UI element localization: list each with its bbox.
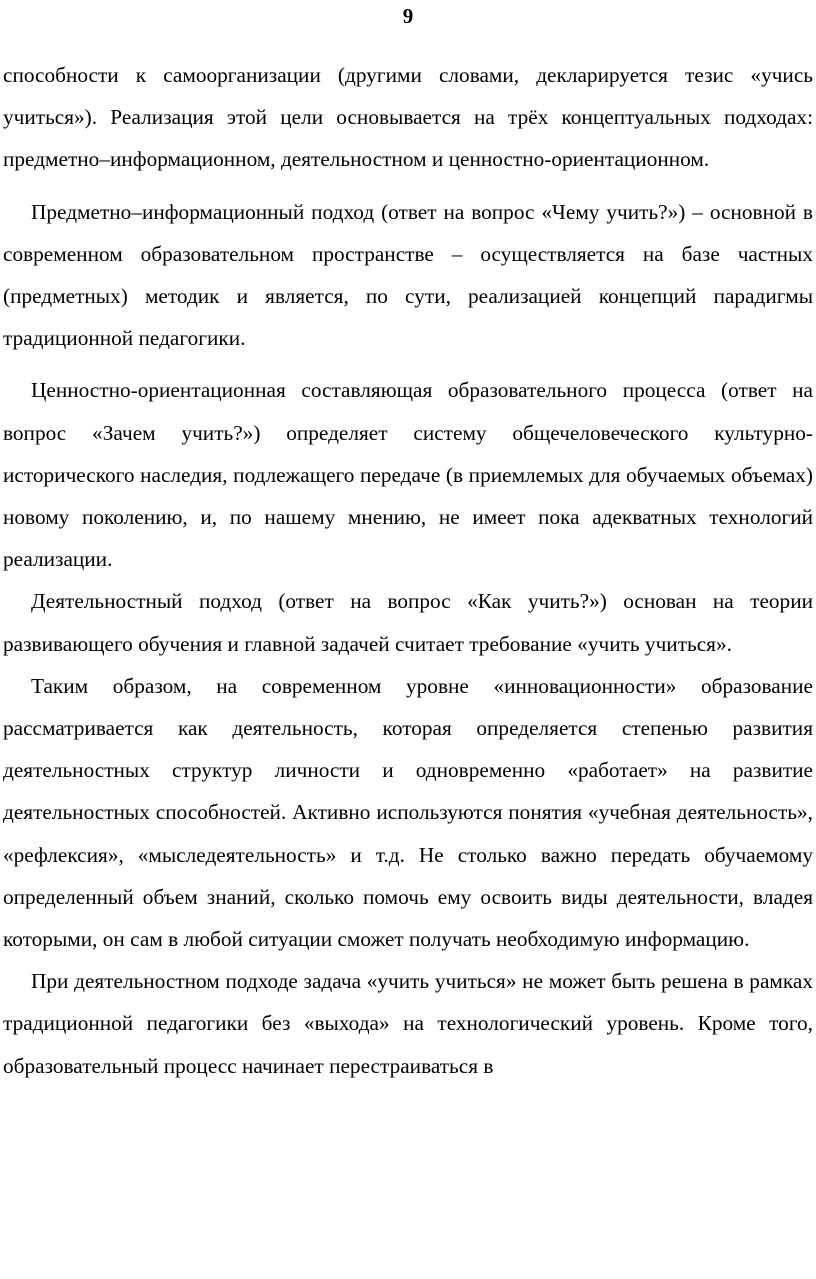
- paragraph-4: Деятельностный подход (ответ на вопрос «Как учить?») основан на теории развивающего обучения и главной задачей считает требование «учить учиться».: [3, 589, 813, 656]
- page-number: 9: [402, 4, 414, 28]
- paragraph-3: Ценностно-ориентационная составляющая образовательного процесса (ответ на вопрос «Зачем учить?») определяет систему общечеловеческого культурно-исторического наследия, подлежащего передаче (в приемлемых для обучаемых объемах) новому поколению, и, по нашему мнению, не имеет пока адекватных технологий реализации.: [3, 378, 813, 572]
- document-body: [3, 54, 813, 1087]
- paragraph-5: Таким образом, на современном уровне «инновационности» образование рассматривается как деятельность, которая определяется степенью развития деятельностных структур личности и одновременно «работает» на развитие деятельностных способностей. Активно используются понятия «учебная деятельность», «рефлексия», «мыследеятельность» и т.д. Не столько важно передать обучаемому определенный объем знаний, сколько помочь ему освоить виды деятельности, владея которыми, он сам в любой ситуации сможет получать необходимую информацию.: [3, 673, 813, 952]
- paragraph-2: Предметно–информационный подход (ответ на вопрос «Чему учить?») – основной в современном образовательном пространстве – осуществляется на базе частных (предметных) методик и является, по сути, реализацией концепций парадигмы традиционной педагогики.: [3, 199, 813, 351]
- paragraph-6: При деятельностном подходе задача «учить учиться» не может быть решена в рамках традиционной педагогики без «выхода» на технологический уровень. Кроме того, образовательный процесс начинает перестраиваться в: [3, 969, 813, 1078]
- paragraph-1: способности к самоорганизации (другими словами, декларируется тезис «учись учиться»). Реализация этой цели основывается на трёх концептуальных подходах: предметно–информационном, деятельностном и ценностно-ориентационном.: [3, 63, 813, 172]
